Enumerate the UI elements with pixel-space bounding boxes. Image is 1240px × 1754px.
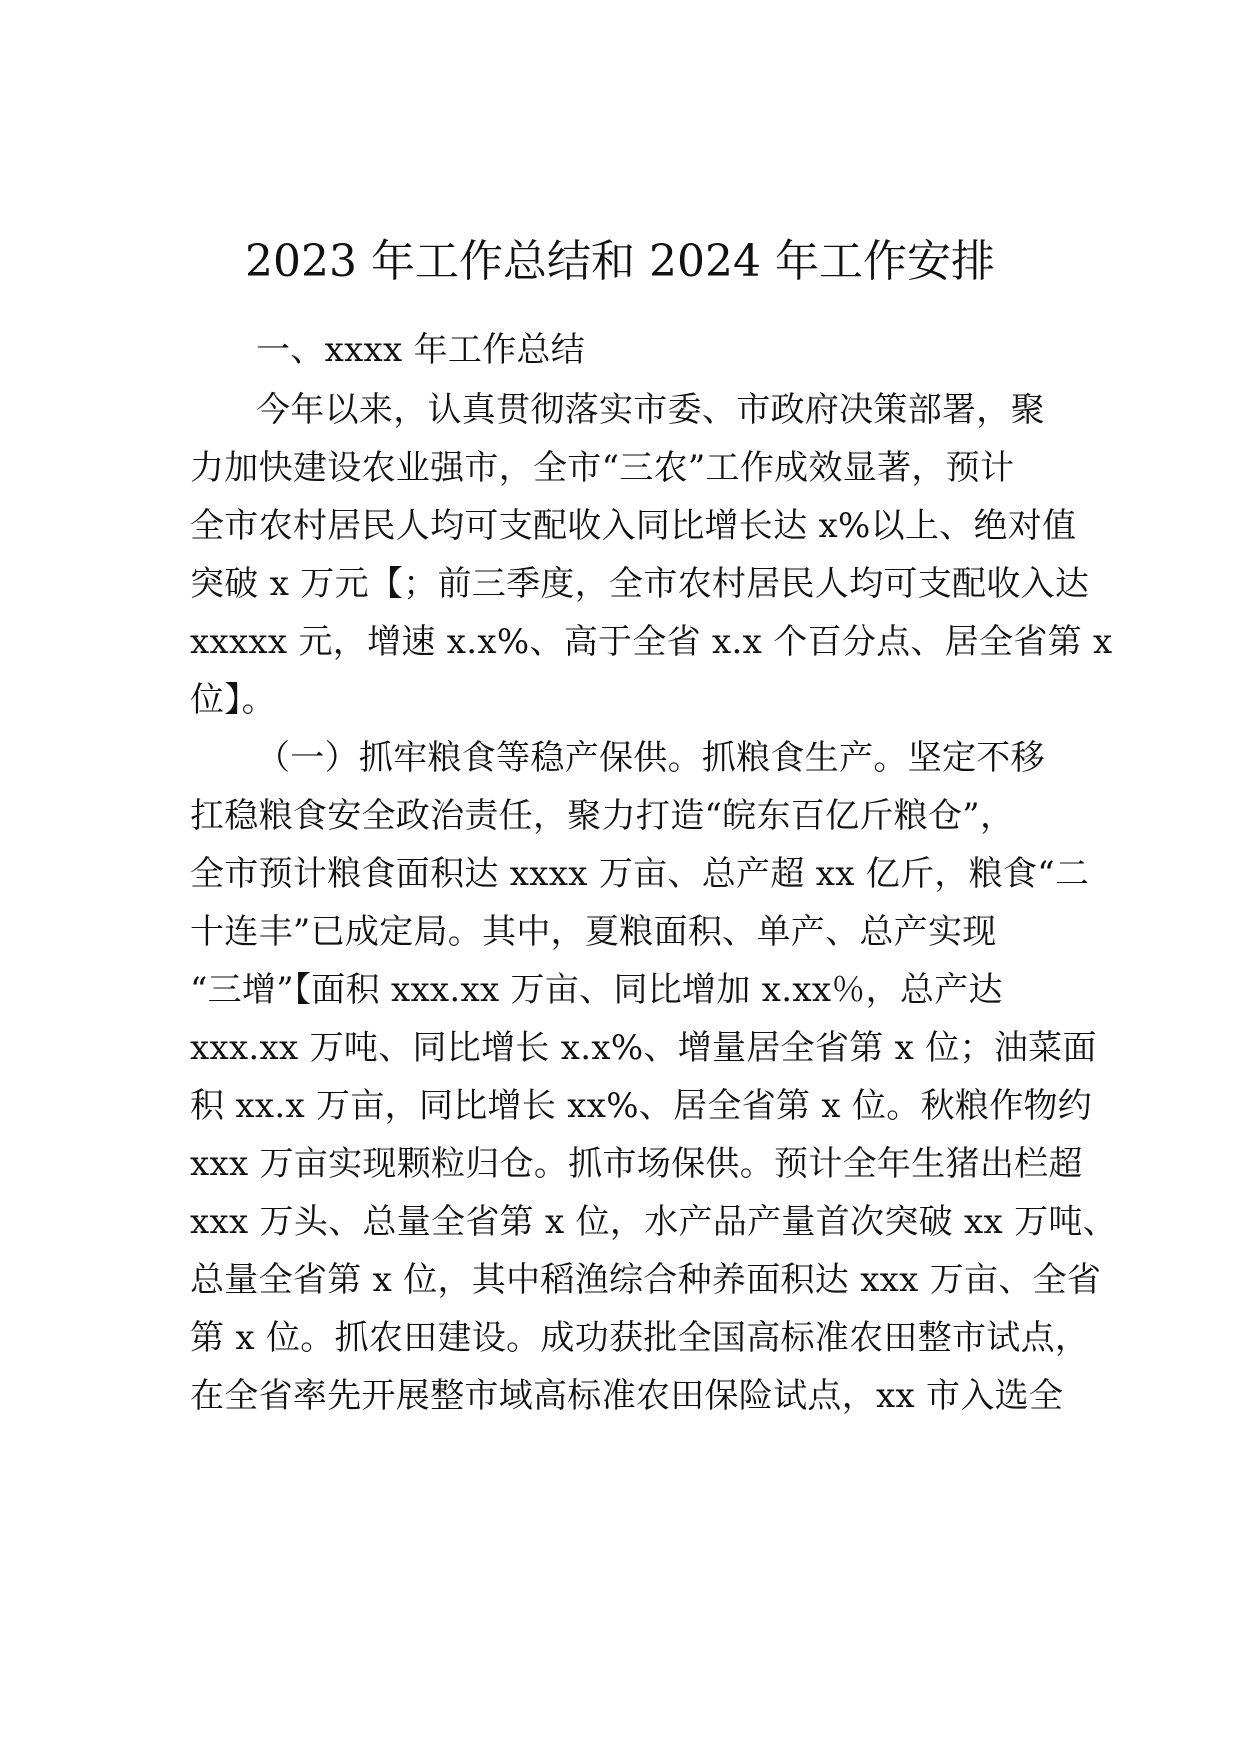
paragraph-2-line: 总量全省第 x 位，其中稻渔综合种养面积达 xxx 万亩、全省 [190,1260,1102,1300]
paragraph-2-line: 扛稳粮食安全政治责任，聚力打造“皖东百亿斤粮仓”， [190,796,1015,836]
paragraph-1-line: xxxxx 元，增速 x.x%、高于全省 x.x 个百分点、居全省第 x [190,622,1113,662]
paragraph-2-line: 积 xx.x 万亩，同比增长 xx%、居全省第 x 位。秋粮作物约 [190,1086,1093,1126]
section-heading: 一、xxxx 年工作总结 [256,330,586,370]
paragraph-2-line: xxx 万亩实现颗粒归仓。抓市场保供。预计全年生猪出栏超 [190,1144,1083,1184]
paragraph-2-line: 十连丰”已成定局。其中，夏粮面积、单产、总产实现 [190,912,997,952]
paragraph-2-line: xxx.xx 万吨、同比增长 x.x%、增量居全省第 x 位；油菜面 [190,1028,1097,1068]
paragraph-2-line: 全市预计粮食面积达 xxxx 万亩、总产超 xx 亿斤，粮食“二 [190,854,1090,894]
paragraph-2-line: （一）抓牢粮食等稳产保供。抓粮食生产。坚定不移 [256,738,1045,778]
paragraph-1-line: 突破 x 万元【；前三季度，全市农村居民人均可支配收入达 [190,564,1090,604]
paragraph-2-line: 在全省率先开展整市域高标准农田保险试点，xx 市入选全 [190,1376,1064,1416]
paragraph-1-line: 位】。 [190,680,276,720]
paragraph-2-line: 第 x 位。抓农田建设。成功获批全国高标准农田整市试点， [190,1318,1090,1358]
paragraph-2-line: xxx 万头、总量全省第 x 位，水产品产量首次突破 xx 万吨、 [190,1202,1117,1242]
paragraph-1-line: 力加快建设农业强市，全市“三农”工作成效显著，预计 [190,448,1015,488]
paragraph-2-line: “三增”【面积 xxx.xx 万亩、同比增加 x.xx％，总产达 [190,970,1003,1010]
paragraph-1-line: 全市农村居民人均可支配收入同比增长达 x%以上、绝对值 [190,506,1077,546]
paragraph-1-line: 今年以来，认真贯彻落实市委、市政府决策部署，聚 [256,390,1045,430]
page-title: 2023 年工作总结和 2024 年工作安排 [245,236,995,287]
